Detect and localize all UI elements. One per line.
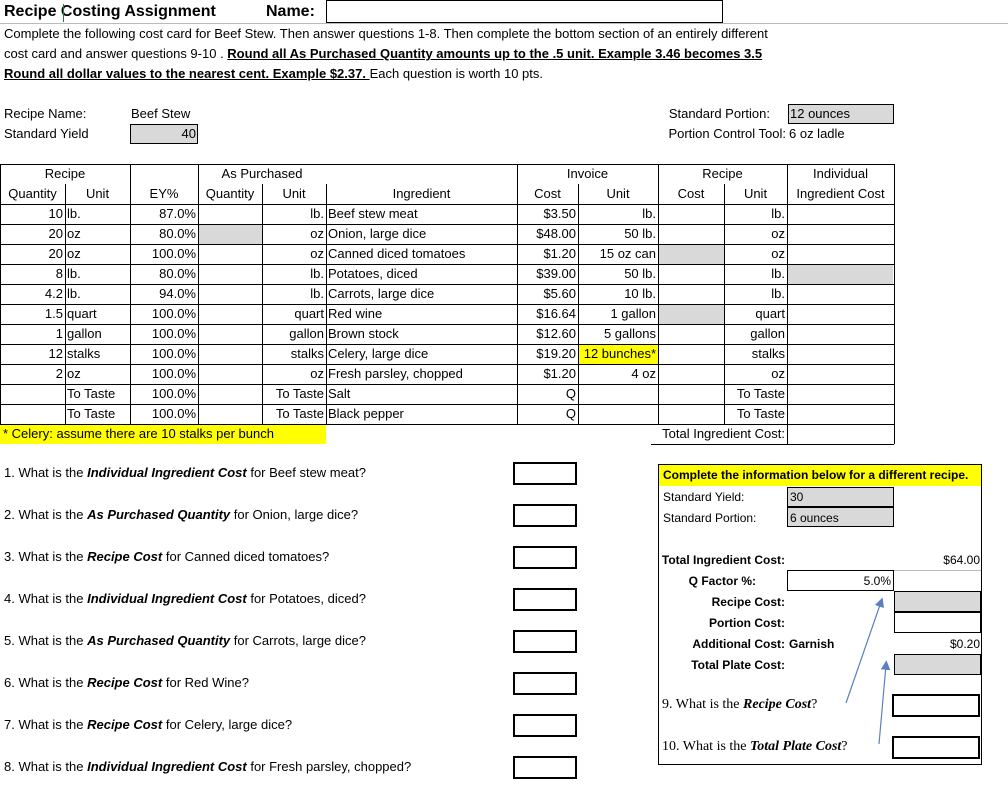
question-2: 2. What is the As Purchased Quantity for Onion, large dice?	[4, 507, 359, 522]
cell-iu: 10 lb.	[624, 286, 656, 301]
bottom-total-plate-cost-label: Total Plate Cost:	[691, 658, 785, 672]
cell-ic: $19.20	[536, 346, 576, 361]
bottom-portion-label: Standard Portion:	[663, 511, 757, 525]
cell-ic: $3.50	[543, 206, 576, 221]
cell-ic: $39.00	[536, 266, 576, 281]
cell-ing: Red wine	[328, 306, 383, 321]
cell-apu: oz	[310, 226, 324, 241]
cell-rcu: To Taste	[736, 386, 785, 401]
cell-rcu: oz	[771, 246, 785, 261]
cell-ey: 100.0%	[151, 306, 196, 321]
cell-ing: Onion, large dice	[328, 226, 427, 241]
cell-rcu: lb.	[771, 266, 785, 281]
cell-ey: 100.0%	[151, 326, 196, 341]
arrow-to-recipe-cost	[846, 602, 881, 703]
cell-rcu: oz	[771, 226, 785, 241]
cell-rcu: gallon	[750, 326, 785, 341]
header-individual: Individual	[813, 166, 868, 181]
col-ap-quantity: Quantity	[205, 186, 255, 201]
cell-rcu: oz	[771, 366, 785, 381]
cell-ic: $5.60	[543, 286, 576, 301]
bottom-additional-cost-value: $0.20	[949, 637, 980, 651]
cell-ic: $48.00	[536, 226, 576, 241]
question-10: 10. What is the Total Plate Cost?	[662, 739, 848, 754]
cell-ey: 100.0%	[151, 246, 196, 261]
cell-rcu: lb.	[771, 286, 785, 301]
assignment-title: Recipe Costing Assignment	[4, 3, 216, 20]
cell-ru: oz	[67, 226, 81, 241]
bottom-portion-cost-label: Portion Cost:	[709, 616, 785, 630]
col-recipe-unit: Unit	[85, 186, 110, 201]
cell-iu: 4 oz	[631, 366, 656, 381]
cell-ru: oz	[67, 246, 81, 261]
bottom-tic-value: $64.00	[943, 553, 980, 567]
cell-rcu: quart	[755, 306, 785, 321]
instructions-line-1: Complete the following cost card for Beef Stew. Then answer questions 1-8. Then complete the bottom section of an entirely different	[4, 26, 768, 41]
cell-ing: Celery, large dice	[328, 346, 429, 361]
question-4: 4. What is the Individual Ingredient Cost for Potatoes, diced?	[4, 591, 366, 606]
question-6: 6. What is the Recipe Cost for Red Wine?	[4, 675, 249, 690]
cell-rq: 12	[48, 346, 63, 361]
cell-rq: 1	[55, 326, 63, 341]
bottom-additional-cost-label: Additional Cost:	[692, 637, 785, 651]
standard-yield-label: Standard Yield	[4, 126, 89, 141]
cell-ey: 100.0%	[151, 406, 196, 421]
cell-apu: oz	[310, 366, 324, 381]
cell-ic: $1.20	[543, 366, 576, 381]
cell-rq: 2	[55, 366, 63, 381]
instructions-line-3: Round all dollar values to the nearest cent. Example $2.37. Each question is worth 10 pts.	[4, 66, 544, 81]
cell-ey: 100.0%	[151, 346, 196, 361]
col-invoice-unit: Unit	[606, 186, 630, 201]
header-invoice: Invoice	[566, 166, 609, 181]
cell-rcu: stalks	[751, 346, 785, 361]
arrow-to-total-plate-cost	[879, 665, 886, 744]
standard-yield-value: 40	[181, 126, 196, 141]
celery-note: * Celery: assume there are 10 stalks per bunch	[3, 426, 274, 441]
cell-ic: $1.20	[543, 246, 576, 261]
bottom-yield-label: Standard Yield:	[663, 490, 745, 504]
bottom-portion-value: 6 ounces	[790, 511, 839, 525]
cell-ing: Fresh parsley, chopped	[328, 366, 463, 381]
cell-rq: 1.5	[44, 306, 63, 321]
cell-ing: Black pepper	[328, 406, 404, 421]
cell-apu: oz	[310, 246, 324, 261]
bottom-q-factor-value: 5.0%	[863, 574, 891, 588]
recipe-name-label: Recipe Name:	[4, 106, 87, 121]
cell-apu: gallon	[289, 326, 324, 341]
standard-portion-value: 12 ounces	[790, 106, 850, 121]
cell-ing: Potatoes, diced	[328, 266, 418, 281]
cell-iu: 5 gallons	[603, 326, 656, 341]
question-5: 5. What is the As Purchased Quantity for Carrots, large dice?	[4, 633, 366, 648]
bottom-tic-label: Total Ingredient Cost:	[661, 553, 785, 567]
cell-apu: quart	[294, 306, 324, 321]
col-ey: EY%	[149, 186, 179, 201]
cell-apu: lb.	[310, 266, 324, 281]
cell-ey: 80.0%	[159, 266, 196, 281]
header-recipe: Recipe	[44, 166, 86, 181]
cell-rq: 20	[48, 246, 63, 261]
cell-ic: $16.64	[536, 306, 576, 321]
cell-ing: Brown stock	[328, 326, 399, 341]
question-7: 7. What is the Recipe Cost for Celery, large dice?	[4, 717, 293, 732]
cell-rcu: To Taste	[736, 406, 785, 421]
cell-rq: 8	[55, 266, 63, 281]
cell-ru: lb.	[67, 286, 81, 301]
cell-rq: 4.2	[44, 286, 63, 301]
cell-apu: To Taste	[275, 386, 324, 401]
cell-apu: stalks	[290, 346, 324, 361]
bottom-recipe-cost-label: Recipe Cost:	[711, 595, 785, 609]
cell-ic: Q	[565, 406, 576, 421]
question-8: 8. What is the Individual Ingredient Cost for Fresh parsley, chopped?	[4, 759, 412, 774]
col-ingredient: Ingredient	[392, 186, 451, 201]
question-3: 3. What is the Recipe Cost for Canned diced tomatoes?	[4, 549, 330, 564]
standard-portion-label: Standard Portion:	[668, 106, 770, 121]
cell-ing: Carrots, large dice	[328, 286, 435, 301]
cell-rcu: lb.	[771, 206, 785, 221]
cell-ru: To Taste	[67, 406, 116, 421]
cell-apu: lb.	[310, 206, 324, 221]
portion-tool-value: 6 oz ladle	[789, 126, 845, 141]
cell-ey: 100.0%	[151, 366, 196, 381]
bottom-title: Complete the information below for a different recipe.	[663, 468, 969, 482]
instructions-line-2: cost card and answer questions 9-10 . Round all As Purchased Quantity amounts up to the .5 unit. Example 3.46 becomes 3.5	[4, 46, 763, 61]
cell-ic: $12.60	[536, 326, 576, 341]
cell-ing: Beef stew meat	[328, 206, 418, 221]
question-1: 1. What is the Individual Ingredient Cost for Beef stew meat?	[4, 465, 366, 480]
header-as-purchased: As Purchased	[221, 166, 303, 181]
cell-ey: 87.0%	[159, 206, 196, 221]
cell-ru: To Taste	[67, 386, 116, 401]
cell-ey: 94.0%	[159, 286, 196, 301]
cell-ru: stalks	[67, 346, 101, 361]
cell-ing: Salt	[328, 386, 351, 401]
cell-apu: To Taste	[275, 406, 324, 421]
cell-iu: 15 oz can	[599, 246, 656, 261]
col-individual-cost: Ingredient Cost	[796, 186, 885, 201]
cell-ey: 80.0%	[159, 226, 196, 241]
cell-iu: 50 lb.	[624, 226, 656, 241]
cell-ey: 100.0%	[151, 386, 196, 401]
cell-ing: Canned diced tomatoes	[328, 246, 466, 261]
col-recipe-cost-unit: Unit	[743, 186, 768, 201]
col-invoice-cost: Cost	[534, 186, 561, 201]
col-ap-unit: Unit	[282, 186, 306, 201]
question-9: 9. What is the Recipe Cost?	[662, 697, 818, 712]
bottom-additional-cost-item: Garnish	[789, 637, 835, 651]
bottom-yield-value: 30	[790, 490, 804, 504]
name-label: Name:	[266, 3, 315, 20]
cell-rq: 20	[48, 226, 63, 241]
portion-tool-label: Portion Control Tool:	[668, 126, 786, 141]
cell-ru: lb.	[67, 266, 81, 281]
col-recipe-cost: Cost	[677, 186, 705, 201]
cell-rq: 10	[48, 206, 63, 221]
total-ingredient-cost-label: Total Ingredient Cost:	[662, 426, 785, 441]
cell-apu: lb.	[310, 286, 324, 301]
cell-ic: Q	[565, 386, 576, 401]
cell-iu: 12 bunches*	[583, 346, 656, 361]
cell-iu: 50 lb.	[624, 266, 656, 281]
cell-iu: 1 gallon	[610, 306, 656, 321]
header-recipe-cost: Recipe	[702, 166, 743, 181]
cell-ru: lb.	[67, 206, 81, 221]
recipe-name-value: Beef Stew	[131, 106, 191, 121]
cell-iu: lb.	[642, 206, 656, 221]
col-recipe-quantity: Quantity	[8, 186, 57, 201]
cell-ru: quart	[67, 306, 97, 321]
bottom-q-factor-label: Q Factor %:	[688, 574, 756, 588]
cell-ru: oz	[67, 366, 81, 381]
cell-ru: gallon	[67, 326, 102, 341]
